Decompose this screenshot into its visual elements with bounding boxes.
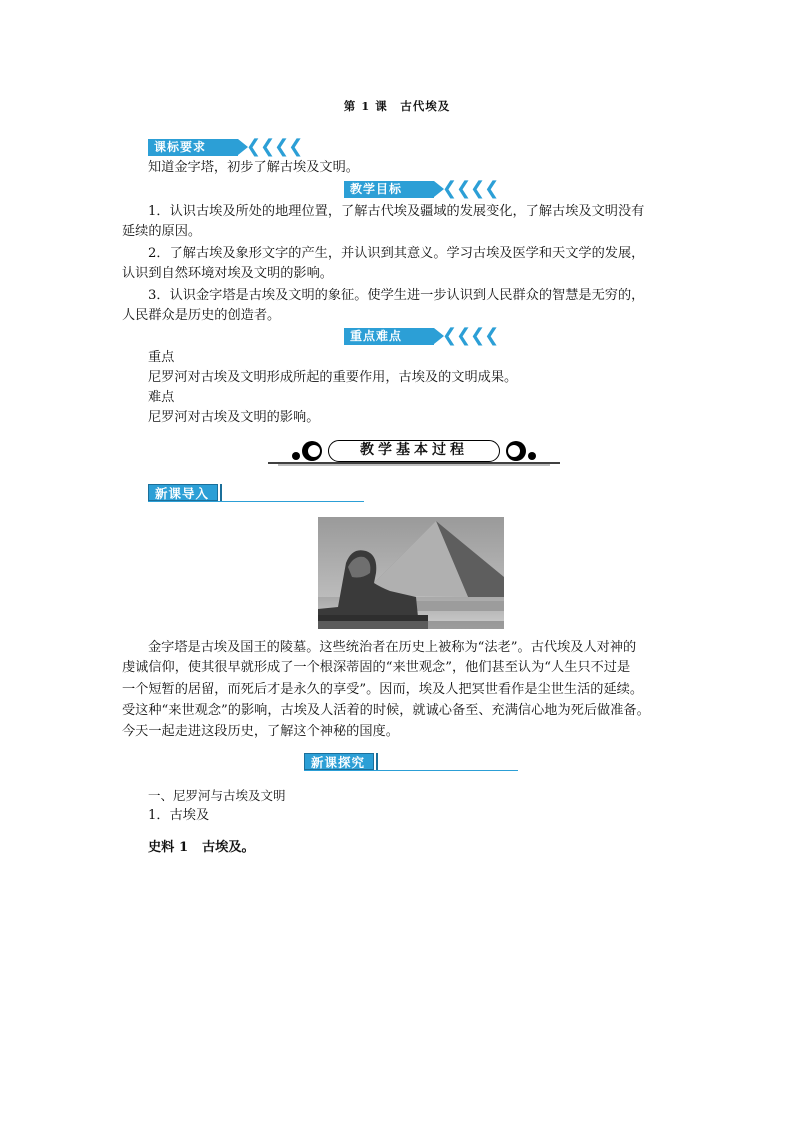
process-banner bbox=[268, 434, 560, 466]
intro-line: 金字塔是古埃及国王的陵墓。这些统治者在历史上被称为“法老”。古代埃及人对神的 bbox=[148, 640, 637, 655]
objective-line: 2．了解古埃及象形文字的产生，并认识到其意义。学习古埃及医学和天文学的发展， bbox=[148, 246, 645, 261]
source-text: 古埃及。 bbox=[202, 840, 255, 855]
source-label: 史料 1 bbox=[148, 840, 189, 855]
key-label: 重点 bbox=[148, 350, 175, 365]
explore-heading: 一、尼罗河与古埃及文明 bbox=[148, 788, 286, 803]
objective-line: 延续的原因。 bbox=[122, 224, 202, 239]
chevron-left-icon: ❮❮❮❮ bbox=[442, 178, 499, 199]
section-tag-keypoints: 重点难点 bbox=[344, 328, 434, 345]
intro-line: 虔诚信仰，使其很早就形成了一个根深蒂固的“来世观念”，他们甚至认为“人生只不过是 bbox=[122, 660, 631, 675]
tag-underline bbox=[148, 501, 364, 502]
chevron-left-icon: ❮❮❮❮ bbox=[246, 136, 303, 157]
section-tag-intro: 新课导入 bbox=[148, 484, 218, 501]
intro-line: 受这种“来世观念”的影响，古埃及人活着的时候，就诚心备至、充满信心地为死后做准备。 bbox=[122, 703, 650, 718]
tag-divider bbox=[376, 753, 378, 770]
objective-line: 人民群众是历史的创造者。 bbox=[122, 308, 281, 323]
objective-line: 1．认识古埃及所处的地理位置，了解古代埃及疆域的发展变化，了解古埃及文明没有 bbox=[148, 204, 645, 219]
key-text: 尼罗河对古埃及文明形成所起的重要作用，古埃及的文明成果。 bbox=[148, 370, 518, 385]
pyramid-sphinx-photo bbox=[318, 517, 504, 629]
difficult-label: 难点 bbox=[148, 390, 175, 405]
difficult-text: 尼罗河对古埃及文明的影响。 bbox=[148, 410, 320, 425]
standard-text: 知道金字塔，初步了解古埃及文明。 bbox=[148, 160, 359, 175]
tag-divider bbox=[220, 484, 222, 501]
objective-line: 3．认识金字塔是古埃及文明的象征。使学生进一步认识到人民群众的智慧是无穷的， bbox=[148, 288, 645, 303]
section-tag-explore: 新课探究 bbox=[304, 753, 374, 770]
tag-underline bbox=[304, 770, 518, 771]
intro-line: 今天一起走进这段历史，了解这个神秘的国度。 bbox=[122, 724, 399, 739]
intro-line: 一个短暂的居留，而死后才是永久的享受”。因而，埃及人把冥世看作是尘世生活的延续。 bbox=[122, 682, 644, 697]
section-tag-objectives: 教学目标 bbox=[344, 181, 434, 198]
chevron-left-icon: ❮❮❮❮ bbox=[442, 325, 499, 346]
section-tag-standard: 课标要求 bbox=[148, 139, 238, 156]
explore-sub: 1．古埃及 bbox=[148, 808, 210, 823]
objective-line: 认识到自然环境对埃及文明的影响。 bbox=[122, 266, 333, 281]
banner-title: 教学基本过程 bbox=[328, 440, 500, 462]
page-title: 第 1 课 古代埃及 bbox=[343, 99, 451, 113]
